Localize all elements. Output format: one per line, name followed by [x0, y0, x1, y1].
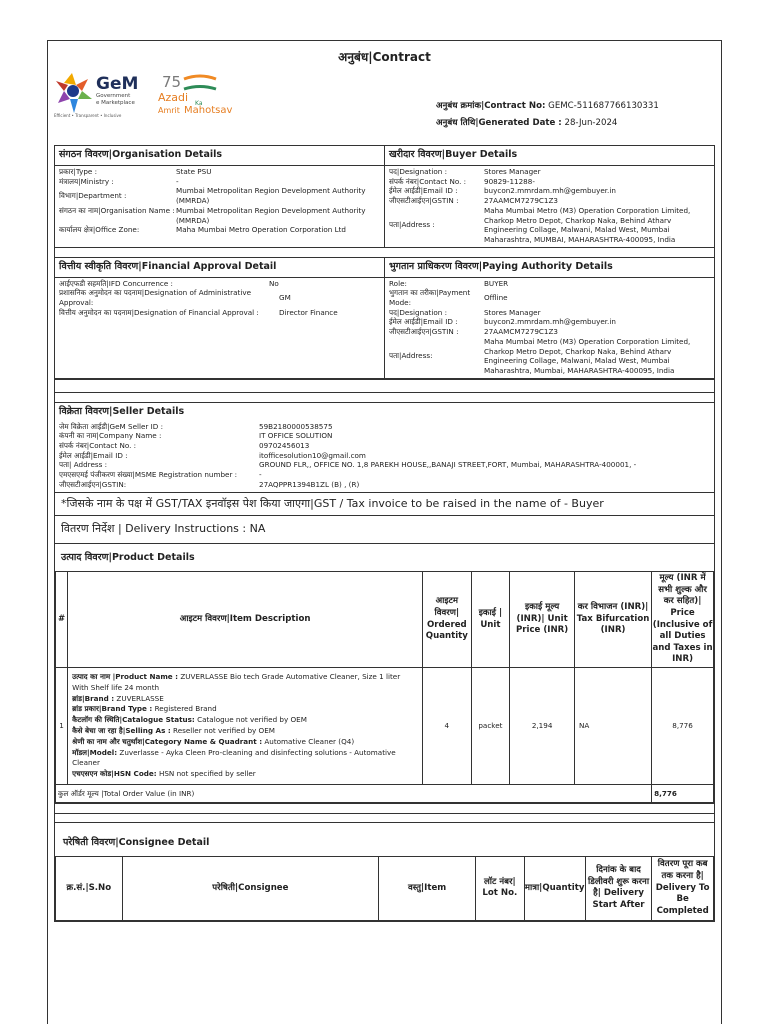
financial-title: वित्तीय स्वीकृति विवरण|Financial Approval Detail [55, 258, 384, 278]
col-consignee: परेषिती|Consignee [122, 856, 379, 920]
seller-row: जेम विक्रेता आईडी|GeM Seller ID : 59B2180000538575 [59, 421, 333, 431]
document-title: अनुबंध|Contract [338, 50, 431, 64]
org-row: मंत्रालय|Ministry : - [59, 176, 179, 186]
seller-section [54, 402, 715, 493]
col-lot: लॉट नंबर| Lot No. [476, 856, 524, 920]
total-value: 8,776 [652, 785, 714, 803]
blank-row [54, 379, 715, 393]
consignee-header-row [56, 856, 714, 920]
row-num: 1 [56, 668, 68, 785]
consignee-section [54, 823, 715, 922]
col-qty: आइटम विवरण| Ordered Quantity [423, 572, 472, 668]
financial-details [55, 258, 384, 378]
blank-row [54, 813, 715, 823]
paying-row: पद|Designation : Stores Manager [389, 307, 541, 317]
item-qty: 4 [423, 668, 472, 785]
contract-no-value: GEMC-511687766130331 [548, 101, 659, 112]
financial-row: वित्तीय अनुमोदन का पदनाम|Designation of Financial Approval : Director Finance [59, 307, 338, 317]
item-unit: packet [471, 668, 510, 785]
col-sno: क्र.सं.|S.No [56, 856, 123, 920]
col-unit-price: इकाई मूल्य (INR)| Unit Price (INR) [510, 572, 575, 668]
paying-row: पता|Address: Maha Mumbai Metro (M3) Operation Corporation Limited, Charkop Metro Depot, Charkop Naka, Behind Atharv Engineering Collage, Malwani, Malad West, Mumbai Maharashtra, Mumbai, MAHARASHTRA-400095, India [389, 336, 691, 376]
buyer-row: पता|Address : Maha Mumbai Metro (M3) Operation Corporation Limited, Charkop Metro Depot, Charkop Naka, Behind Atharv Engineering Collage, Malwani, Malad West, Mumbai Maharashtra, MUMBAI, MAHARASHTRA-400095, India [389, 205, 691, 245]
table-row [56, 668, 714, 785]
seller-row: पता| Address : GROUND FLR,, OFFICE NO. 1,8 PAREKH HOUSE,,BANAJI STREET,FORT, Mumbai, MAHARASHTRA-400001, - [59, 460, 637, 470]
buyer-row: पद|Designation : Stores Manager [389, 167, 541, 176]
consignee-title: परेषिती विवरण|Consignee Detail [63, 837, 210, 849]
financial-row: प्रशासनिक अनुमोदन का पदनाम|Designation of Administrative Approval: GM [59, 288, 291, 307]
product-header-row [56, 572, 714, 668]
org-row: कार्यालय क्षेत्र|Office Zone: Maha Mumbai Metro Operation Corporation Ltd [59, 225, 346, 235]
gst-note: *जिसके नाम के पक्ष में GST/TAX इनवॉइस पेश किया जाएगा|GST / Tax invoice to be raised in the name of - Buyer [54, 493, 715, 517]
contract-date-value: 28-Jun-2024 [564, 118, 618, 129]
gem-brand-text: GeM [96, 74, 139, 95]
buyer-row: संपर्क नंबर|Contact No. : 90829-11288- [389, 176, 535, 186]
paying-title: भुगतान प्राधिकरण विवरण|Paying Authority Details [385, 258, 714, 278]
total-label: कुल ऑर्डर मूल्य |Total Order Value (in INR) [56, 785, 652, 803]
col-desc: आइटम विवरण|Item Description [68, 572, 423, 668]
org-rows [55, 166, 384, 237]
product-title: उत्पाद विवरण|Product Details [61, 552, 195, 564]
item-description: उत्पाद का नाम |Product Name : ZUVERLASSE Bio tech Grade Automative Cleaner, Size 1 liter With Shelf life 24 month ब्रांड|Brand : ZUVERLASSE ब्रांड प्रकार|Brand Type : Registered Brand कैटलॉग की स्थिति|Catalogue Status: Catalogue not verified by OEM कैसे बेचा जा रहा है|Selling As : Reseller not verified by OEM श्रेणी का नाम और चतुर्थांश|Category Name & Quadrant : Automative Cleaner (Q4) मॉडल|Model: Zuverlasse - Ayka Cleen Pro-cleaning and disinfecting solutions - Automative Cleaner एचएसएन कोड|HSN Code: HSN not specified by seller [68, 668, 423, 785]
gem-logo [52, 69, 282, 121]
paying-row: Role: BUYER [389, 278, 509, 288]
org-row: विभाग|Department : Mumbai Metropolitan Region Development Authority (MMRDA) [59, 186, 366, 206]
contract-date-label: अनुबंध तिथि|Generated Date : [436, 118, 562, 129]
gem-star-icon [56, 73, 92, 113]
col-delivery-start: दिनांक के बाद डिलीवरी शुरू करना है| Delivery Start After [585, 856, 652, 920]
seller-row: ईमेल आईडी|Email ID : itofficesolution10@gmail.com [59, 450, 366, 460]
buyer-row: जीएसटीआईएन|GSTIN : 27AAMCM7279C1Z3 [389, 196, 558, 206]
seller-row: जीएसटीआईएन|GSTIN: 27AQPPR1394B1ZL (B) , (R) [59, 479, 360, 489]
contract-info [436, 98, 659, 132]
col-num: # [56, 572, 68, 668]
col-item: वस्तु|Item [379, 856, 476, 920]
org-buyer-section [54, 145, 715, 248]
delivery-note: वितरण निर्देश | Delivery Instructions : NA [54, 516, 715, 544]
item-price: 8,776 [652, 668, 714, 785]
item-unit-price: 2,194 [510, 668, 575, 785]
buyer-row: ईमेल आईडी|Email ID : buycon2.mmrdam.mh@gembuyer.in [389, 186, 616, 196]
gem-tagline: Efficient • Transparent • Inclusive [54, 113, 122, 119]
azadi-text: Azadi [158, 91, 189, 105]
total-row [56, 785, 714, 803]
item-tax: NA [575, 668, 652, 785]
seller-row: एमएसएमई पंजीकरण संख्या|MSME Registration number : - [59, 470, 262, 480]
contract-page [47, 40, 722, 1024]
header [48, 65, 721, 145]
paying-row: भुगतान का तरीका|Payment Mode: Offline [389, 288, 508, 307]
seller-row: संपर्क नंबर|Contact No. : 09702456013 [59, 441, 310, 450]
azadi-75: 75 [162, 73, 182, 92]
seller-title: विक्रेता विवरण|Seller Details [59, 405, 185, 417]
financial-row: आईएफडी सहमति|IFD Concurrence : No [59, 278, 279, 288]
org-row: प्रकार|Type : State PSU [59, 167, 212, 176]
org-details [55, 146, 384, 247]
tricolor-icon [184, 76, 216, 89]
product-section [54, 544, 715, 804]
contract-no-label: अनुबंध क्रमांक|Contract No: [436, 101, 546, 112]
col-delivery-end: वितरण पूरा कब तक करना है| Delivery To Be Completed [652, 856, 714, 920]
col-tax: कर विभाजन (INR)| Tax Bifurcation (INR) [575, 572, 652, 668]
gem-sub2: e Marketplace [96, 100, 135, 107]
col-quantity: मात्रा|Quantity [524, 856, 585, 920]
gem-sub1: Government [96, 93, 131, 100]
amrit-text: Amrit [158, 106, 180, 116]
paying-row: ईमेल आईडी|Email ID : buycon2.mmrdam.mh@gembuyer.in [389, 317, 616, 327]
azadi-ka-text: Ka [195, 100, 203, 108]
seller-row: कंपनी का नाम|Company Name : IT OFFICE SOLUTION [59, 431, 333, 441]
mahotsav-text: Mahotsav [184, 105, 233, 117]
org-row: संगठन का नाम|Organisation Name : Mumbai Metropolitan Region Development Authority (MMRDA) [59, 205, 366, 225]
col-price: मूल्य (INR में सभी शुल्क और कर सहित)| Price (Inclusive of all Duties and Taxes in INR) [652, 572, 714, 668]
financial-paying-section [54, 257, 715, 379]
buyer-details [384, 146, 714, 247]
buyer-title: खरीदार विवरण|Buyer Details [385, 146, 714, 166]
consignee-table [55, 856, 714, 921]
col-unit: इकाई | Unit [471, 572, 510, 668]
product-table [55, 571, 714, 803]
paying-row: जीएसटीआईएन|GSTIN : 27AAMCM7279C1Z3 [389, 327, 558, 337]
buyer-rows [385, 166, 714, 247]
org-title: संगठन विवरण|Organisation Details [55, 146, 384, 166]
paying-details [384, 258, 714, 378]
